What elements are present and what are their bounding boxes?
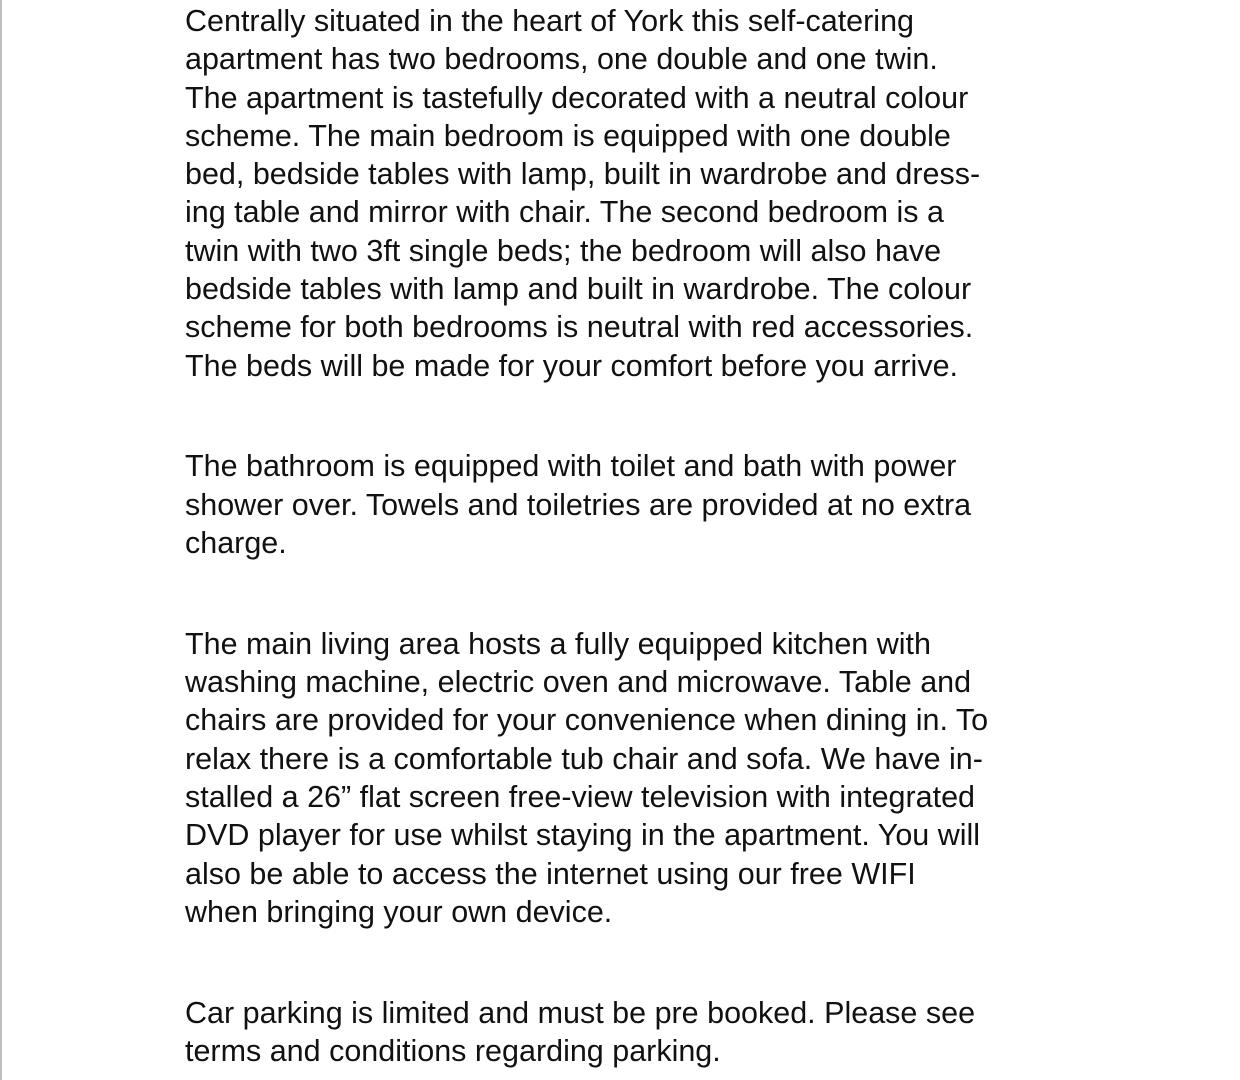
- text-line: scheme. The main bedroom is equipped with one double: [185, 118, 951, 153]
- text-line: DVD player for use whilst staying in the apartment. You will: [185, 818, 981, 853]
- text-line: ing table and mirror with chair. The second bedroom is a: [185, 195, 944, 230]
- text-line: Centrally situated in the heart of York this self-catering: [185, 4, 915, 38]
- text-line: scheme for both bedrooms is neutral with red accessories.: [185, 310, 974, 345]
- text-line: relax there is a comfortable tub chair and sofa. We have in-: [185, 741, 983, 776]
- text-line: shower over. Towels and toiletries are provided at no extra: [185, 487, 972, 522]
- text-line: bed, bedside tables with lamp, built in wardrobe and dress-: [185, 157, 981, 192]
- document-body: [185, 2, 1075, 1070]
- text-line: bedside tables with lamp and built in wardrobe. The colour: [185, 272, 972, 307]
- paragraph-bathroom: [185, 447, 1075, 562]
- text-line: The beds will be made for your comfort before you arrive.: [185, 348, 959, 383]
- paragraph-bedrooms: [185, 2, 1075, 385]
- text-line: chairs are provided for your convenience when dining in. To: [185, 703, 989, 738]
- text-line: charge.: [185, 526, 287, 561]
- text-line: washing machine, electric oven and microwave. Table and: [185, 665, 972, 700]
- text-line: The main living area hosts a fully equipped kitchen with: [185, 626, 931, 661]
- paragraph-living-area: [185, 625, 1075, 931]
- text-line: also be able to access the internet using our free WIFI: [185, 856, 916, 891]
- text-line: The apartment is tastefully decorated with a neutral colour: [185, 80, 969, 115]
- text-line: apartment has two bedrooms, one double and one twin.: [185, 42, 938, 77]
- text-line: terms and conditions regarding parking.: [185, 1034, 721, 1069]
- page-left-border: [0, 0, 2, 1080]
- text-line: stalled a 26” flat screen free-view television with integrated: [185, 780, 976, 815]
- text-line: Car parking is limited and must be pre booked. Please see: [185, 995, 976, 1030]
- text-line: when bringing your own device.: [185, 894, 613, 929]
- text-line: twin with two 3ft single beds; the bedroom will also have: [185, 233, 942, 268]
- paragraph-parking: [185, 994, 1075, 1071]
- text-line: The bathroom is equipped with toilet and bath with power: [185, 449, 957, 484]
